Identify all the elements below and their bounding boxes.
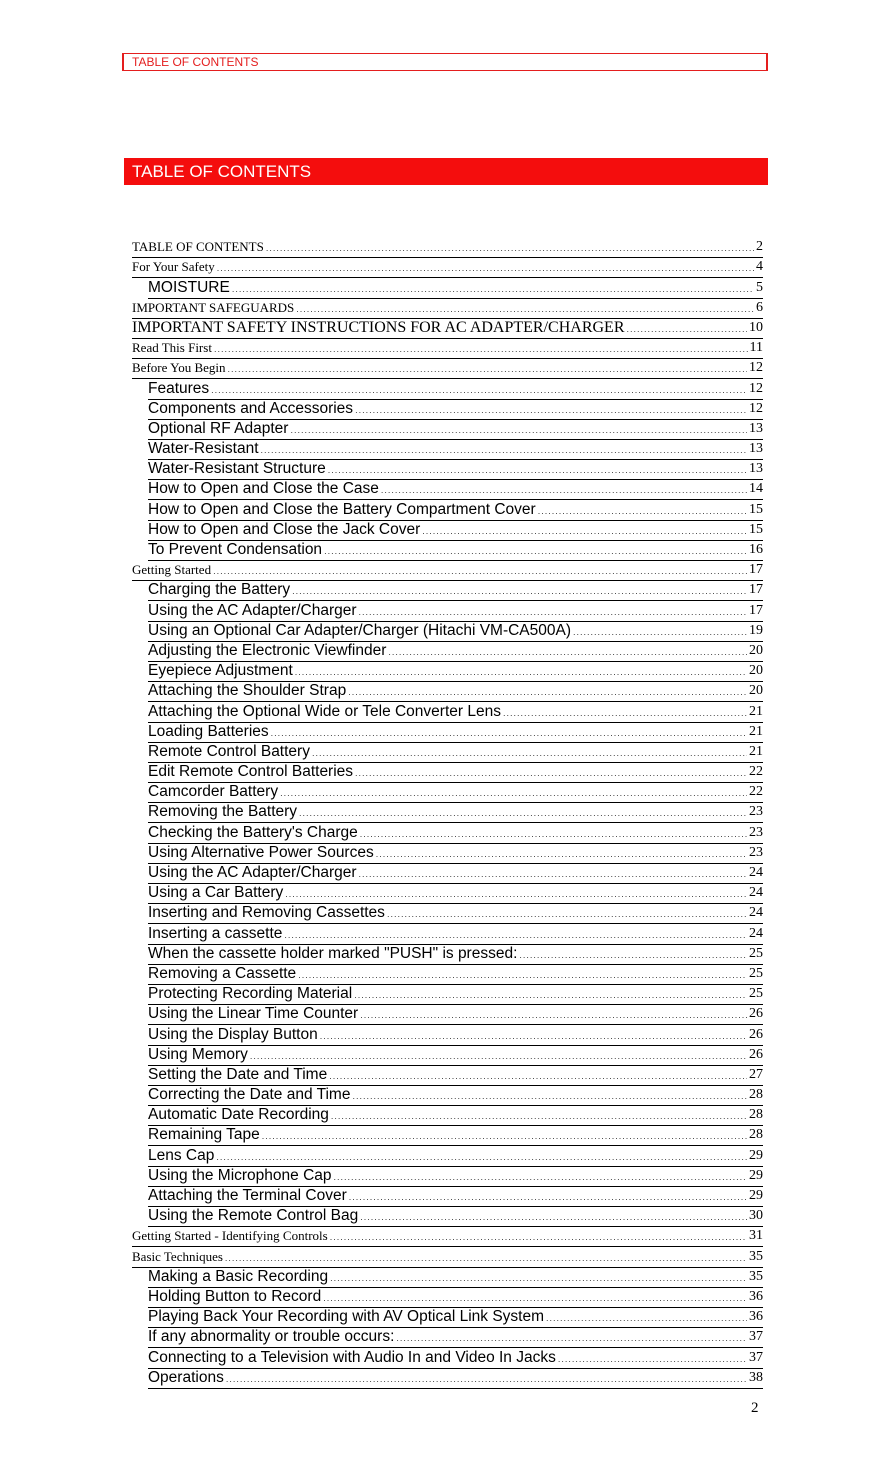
- dot-leader: [266, 242, 754, 254]
- toc-entry-title: Protecting Recording Material: [148, 985, 353, 1003]
- toc-entry-title: Using the AC Adapter/Charger: [148, 864, 357, 881]
- dot-leader: [354, 989, 747, 1001]
- dot-leader: [573, 626, 747, 638]
- toc-entry-page: 37: [749, 1349, 763, 1365]
- toc-entry-title: Removing a Cassette: [148, 964, 297, 982]
- toc-entry[interactable]: [148, 662, 763, 682]
- table-of-contents: [0, 238, 893, 1389]
- toc-entry[interactable]: [132, 561, 763, 581]
- running-header-label: TABLE OF CONTENTS: [132, 55, 259, 69]
- toc-entry-title: Attaching the Shoulder Strap: [148, 682, 347, 700]
- dot-leader: [503, 707, 747, 719]
- toc-entry-page: 24: [749, 925, 763, 941]
- toc-entry-title: To Prevent Condensation: [148, 541, 323, 558]
- dot-leader: [558, 1353, 747, 1365]
- toc-entry-title: Attaching the Optional Wide or Tele Converter Lens: [148, 702, 501, 720]
- toc-entry[interactable]: [132, 258, 763, 278]
- toc-entry[interactable]: [148, 622, 763, 642]
- toc-entry-title: Water-Resistant: [148, 440, 259, 458]
- toc-entry-title: Water-Resistant Structure: [148, 460, 326, 478]
- dot-leader: [324, 545, 747, 557]
- dot-leader: [225, 1252, 747, 1264]
- dot-leader: [627, 323, 748, 335]
- dot-leader: [355, 404, 747, 416]
- toc-entry-title: Making a Basic Recording: [148, 1267, 329, 1285]
- toc-entry-page: 36: [749, 1288, 763, 1304]
- dot-leader: [216, 1151, 747, 1163]
- toc-entry-page: 30: [749, 1208, 763, 1224]
- toc-entry-title: Eyepiece Adjustment: [148, 662, 293, 680]
- toc-entry[interactable]: [148, 945, 763, 965]
- dot-leader: [250, 1050, 747, 1062]
- toc-entry-page: 17: [749, 602, 763, 618]
- dot-leader: [290, 424, 747, 436]
- toc-entry[interactable]: [148, 743, 763, 763]
- toc-entry-page: 23: [749, 844, 763, 860]
- toc-entry[interactable]: [148, 1086, 763, 1106]
- toc-entry[interactable]: [148, 521, 763, 541]
- toc-entry-page: 4: [756, 259, 763, 275]
- toc-entry-title: Holding Button to Record: [148, 1287, 322, 1305]
- toc-entry-title: IMPORTANT SAFETY INSTRUCTIONS FOR AC ADAPTER/CHARGER: [132, 318, 625, 336]
- dot-leader: [329, 1070, 747, 1082]
- dot-leader: [285, 888, 747, 900]
- toc-entry-title: Setting the Date and Time: [148, 1065, 328, 1083]
- toc-entry-title: Before You Begin: [132, 360, 226, 376]
- dot-leader: [388, 646, 747, 658]
- dot-leader: [330, 1231, 747, 1243]
- dot-leader: [312, 747, 747, 759]
- toc-entry[interactable]: [148, 480, 763, 500]
- toc-entry-page: 11: [749, 340, 763, 356]
- toc-entry-page: 17: [749, 562, 763, 578]
- toc-entry-page: 20: [749, 663, 763, 679]
- toc-entry-title: Adjusting the Electronic Viewfinder: [148, 641, 387, 659]
- toc-entry-title: Getting Started: [132, 562, 212, 578]
- toc-entry[interactable]: [148, 924, 763, 944]
- toc-entry-page: 23: [749, 804, 763, 820]
- toc-entry-page: 27: [749, 1066, 763, 1082]
- toc-entry[interactable]: [132, 299, 763, 319]
- toc-entry-title: How to Open and Close the Case: [148, 480, 379, 498]
- dot-leader: [359, 868, 747, 880]
- toc-entry[interactable]: [148, 1187, 763, 1207]
- toc-entry-page: 35: [749, 1268, 763, 1284]
- toc-entry[interactable]: [148, 823, 763, 843]
- dot-leader: [320, 1030, 747, 1042]
- dot-leader: [359, 606, 747, 618]
- toc-entry[interactable]: [148, 1146, 763, 1166]
- dot-leader: [546, 1312, 747, 1324]
- toc-entry-page: 20: [749, 683, 763, 699]
- dot-leader: [349, 1191, 747, 1203]
- toc-entry-title: Inserting and Removing Cassettes: [148, 904, 385, 922]
- dot-leader: [298, 969, 747, 981]
- toc-entry-title: For Your Safety: [132, 259, 215, 275]
- toc-entry[interactable]: [148, 723, 763, 743]
- toc-entry-title: Lens Cap: [148, 1146, 215, 1164]
- toc-entry[interactable]: [148, 884, 763, 904]
- toc-entry-page: 24: [749, 885, 763, 901]
- toc-entry-title: Removing the Battery: [148, 803, 298, 821]
- dot-leader: [352, 1090, 747, 1102]
- toc-entry-title: Getting Started - Identifying Controls: [132, 1228, 328, 1244]
- toc-entry[interactable]: [132, 1247, 763, 1267]
- dot-leader: [271, 727, 747, 739]
- toc-entry-title: Edit Remote Control Batteries: [148, 763, 354, 781]
- toc-entry-title: Checking the Battery's Charge: [148, 823, 358, 841]
- toc-entry-page: 25: [749, 965, 763, 981]
- toc-entry-title: Using Alternative Power Sources: [148, 843, 374, 861]
- toc-entry-page: 12: [749, 400, 763, 416]
- toc-entry[interactable]: [148, 1308, 763, 1328]
- toc-entry-title: MOISTURE: [148, 278, 230, 296]
- toc-entry[interactable]: [148, 420, 763, 440]
- toc-entry-page: 36: [749, 1309, 763, 1325]
- dot-leader: [296, 303, 754, 315]
- toc-entry-page: 5: [756, 279, 763, 295]
- dot-leader: [538, 505, 747, 517]
- toc-entry-page: 35: [749, 1248, 763, 1264]
- toc-entry-page: 25: [749, 986, 763, 1002]
- toc-entry[interactable]: [148, 1005, 763, 1025]
- toc-entry[interactable]: [148, 985, 763, 1005]
- toc-entry[interactable]: [148, 1288, 763, 1308]
- dot-leader: [330, 1272, 747, 1284]
- toc-entry-page: 22: [749, 784, 763, 800]
- toc-entry-title: Using the Remote Control Bag: [148, 1207, 359, 1225]
- toc-entry[interactable]: [148, 278, 763, 298]
- toc-entry-page: 24: [749, 865, 763, 880]
- toc-entry-page: 15: [749, 521, 763, 537]
- toc-entry[interactable]: [148, 642, 763, 662]
- toc-entry[interactable]: [148, 702, 763, 722]
- toc-entry[interactable]: [148, 1106, 763, 1126]
- dot-leader: [348, 686, 747, 698]
- toc-entry[interactable]: [148, 904, 763, 924]
- toc-entry[interactable]: [132, 319, 763, 339]
- toc-entry[interactable]: [148, 581, 763, 601]
- toc-entry-page: 15: [749, 501, 763, 517]
- toc-entry-title: Optional RF Adapter: [148, 419, 289, 437]
- toc-entry[interactable]: [148, 763, 763, 783]
- toc-entry[interactable]: [148, 864, 763, 884]
- dot-leader: [328, 464, 747, 476]
- toc-entry-title: Remote Control Battery: [148, 742, 310, 760]
- toc-entry[interactable]: [148, 783, 763, 803]
- toc-entry-title: Using a Car Battery: [148, 884, 284, 902]
- toc-entry-page: 29: [749, 1188, 763, 1203]
- toc-entry-page: 22: [749, 764, 763, 780]
- dot-leader: [387, 908, 747, 920]
- toc-entry-page: 24: [749, 905, 763, 921]
- toc-entry-page: 16: [749, 542, 763, 557]
- toc-entry-page: 29: [749, 1167, 763, 1183]
- dot-leader: [295, 666, 747, 678]
- dot-leader: [299, 807, 747, 819]
- toc-entry[interactable]: [148, 1046, 763, 1066]
- dot-leader: [376, 848, 747, 860]
- toc-entry-title: Playing Back Your Recording with AV Optical Link System: [148, 1308, 545, 1326]
- toc-entry[interactable]: [132, 238, 763, 258]
- toc-entry-page: 23: [749, 824, 763, 840]
- running-header: [122, 53, 768, 71]
- toc-entry[interactable]: [148, 682, 763, 702]
- toc-entry[interactable]: [148, 1328, 763, 1348]
- toc-entry-title: Loading Batteries: [148, 722, 269, 740]
- dot-leader: [261, 444, 747, 456]
- dot-leader: [217, 262, 754, 274]
- dot-leader: [323, 1292, 747, 1304]
- dot-leader: [280, 787, 747, 799]
- dot-leader: [396, 1332, 747, 1344]
- toc-entry[interactable]: [148, 1207, 763, 1227]
- toc-entry-title: How to Open and Close the Battery Compartment Cover: [148, 500, 536, 518]
- dot-leader: [213, 565, 747, 577]
- toc-entry-page: 14: [749, 481, 763, 497]
- dot-leader: [232, 283, 754, 295]
- dot-leader: [284, 929, 747, 941]
- dot-leader: [214, 343, 748, 355]
- toc-entry-title: Using the Display Button: [148, 1025, 318, 1043]
- toc-entry-title: Features: [148, 379, 210, 397]
- toc-entry-page: 21: [749, 723, 763, 739]
- dot-leader: [228, 363, 747, 375]
- toc-entry-title: When the cassette holder marked "PUSH" is pressed:: [148, 944, 518, 962]
- dot-leader: [360, 1009, 747, 1021]
- toc-entry-page: 13: [749, 420, 763, 436]
- toc-entry-page: 2: [756, 239, 763, 255]
- toc-entry-page: 10: [749, 319, 763, 335]
- toc-entry-title: Using an Optional Car Adapter/Charger (Hitachi VM-CA500A): [148, 621, 571, 639]
- dot-leader: [422, 525, 747, 537]
- toc-entry[interactable]: [148, 379, 763, 399]
- toc-entry-title: Inserting a cassette: [148, 924, 283, 942]
- toc-entry[interactable]: [148, 803, 763, 823]
- toc-entry-title: Remaining Tape: [148, 1126, 260, 1144]
- toc-entry[interactable]: [148, 844, 763, 864]
- dot-leader: [360, 1211, 747, 1223]
- toc-entry-page: 25: [749, 945, 763, 961]
- page-number: 2: [751, 1400, 759, 1416]
- toc-entry-page: 26: [749, 1046, 763, 1062]
- toc-entry-title: Using Memory: [148, 1045, 248, 1063]
- toc-entry[interactable]: [148, 601, 763, 621]
- toc-entry[interactable]: [148, 1025, 763, 1045]
- toc-entry-page: 28: [749, 1087, 763, 1103]
- toc-entry[interactable]: [148, 460, 763, 480]
- toc-entry[interactable]: [148, 965, 763, 985]
- toc-entry[interactable]: [148, 440, 763, 460]
- dot-leader: [519, 949, 747, 961]
- toc-entry-title: If any abnormality or trouble occurs:: [148, 1328, 395, 1346]
- dot-leader: [262, 1130, 747, 1142]
- toc-entry-title: Charging the Battery: [148, 581, 291, 599]
- toc-entry-title: Using the Microphone Cap: [148, 1166, 332, 1184]
- toc-entry[interactable]: [132, 1227, 763, 1247]
- toc-entry[interactable]: [148, 1369, 763, 1389]
- page-title-banner: TABLE OF CONTENTS: [124, 158, 768, 185]
- toc-entry-page: 20: [749, 642, 763, 658]
- toc-entry-page: 37: [749, 1329, 763, 1345]
- toc-entry-page: 13: [749, 461, 763, 477]
- toc-entry-page: 13: [749, 441, 763, 457]
- toc-entry-page: 21: [749, 703, 763, 719]
- toc-entry-page: 28: [749, 1127, 763, 1143]
- toc-entry-title: Basic Techniques: [132, 1248, 223, 1264]
- dot-leader: [331, 1110, 747, 1122]
- toc-entry-page: 26: [749, 1006, 763, 1022]
- toc-entry-title: Automatic Date Recording: [148, 1106, 329, 1124]
- dot-leader: [226, 1373, 747, 1385]
- toc-entry-title: Correcting the Date and Time: [148, 1086, 351, 1104]
- toc-entry-page: 12: [749, 380, 763, 396]
- dot-leader: [381, 484, 747, 496]
- toc-entry-page: 38: [749, 1369, 763, 1385]
- toc-entry-title: Using the Linear Time Counter: [148, 1005, 359, 1023]
- toc-entry-title: Read This First: [132, 340, 212, 356]
- toc-entry[interactable]: [148, 500, 763, 520]
- toc-entry-title: Attaching the Terminal Cover: [148, 1187, 347, 1204]
- toc-entry-page: 19: [749, 622, 763, 638]
- toc-entry-title: Connecting to a Television with Audio In and Video In Jacks: [148, 1348, 556, 1366]
- toc-entry[interactable]: [132, 359, 763, 379]
- toc-entry[interactable]: [148, 1348, 763, 1368]
- toc-entry-page: 21: [749, 743, 763, 759]
- dot-leader: [292, 585, 747, 597]
- toc-entry-page: 17: [749, 582, 763, 598]
- toc-entry-title: Using the AC Adapter/Charger: [148, 601, 357, 619]
- toc-entry[interactable]: [148, 1126, 763, 1146]
- toc-entry[interactable]: [132, 339, 763, 359]
- toc-entry-page: 26: [749, 1026, 763, 1042]
- toc-entry[interactable]: [148, 1066, 763, 1086]
- toc-entry-title: How to Open and Close the Jack Cover: [148, 520, 421, 538]
- toc-entry-page: 29: [749, 1147, 763, 1163]
- toc-entry-page: 12: [749, 360, 763, 376]
- toc-entry[interactable]: [148, 1167, 763, 1187]
- toc-entry[interactable]: [148, 400, 763, 420]
- dot-leader: [360, 828, 747, 840]
- toc-entry-title: Camcorder Battery: [148, 783, 279, 801]
- toc-entry-title: TABLE OF CONTENTS: [132, 239, 264, 255]
- toc-entry-page: 6: [756, 299, 763, 315]
- dot-leader: [211, 384, 747, 396]
- dot-leader: [334, 1171, 747, 1183]
- toc-entry[interactable]: [148, 1268, 763, 1288]
- toc-entry-title: Components and Accessories: [148, 399, 354, 417]
- toc-entry-page: 28: [749, 1107, 763, 1123]
- toc-entry[interactable]: [148, 541, 763, 561]
- dot-leader: [355, 767, 747, 779]
- toc-entry-title: IMPORTANT SAFEGUARDS: [132, 299, 295, 315]
- toc-entry-title: Operations: [148, 1368, 224, 1386]
- toc-entry-page: 31: [749, 1228, 763, 1244]
